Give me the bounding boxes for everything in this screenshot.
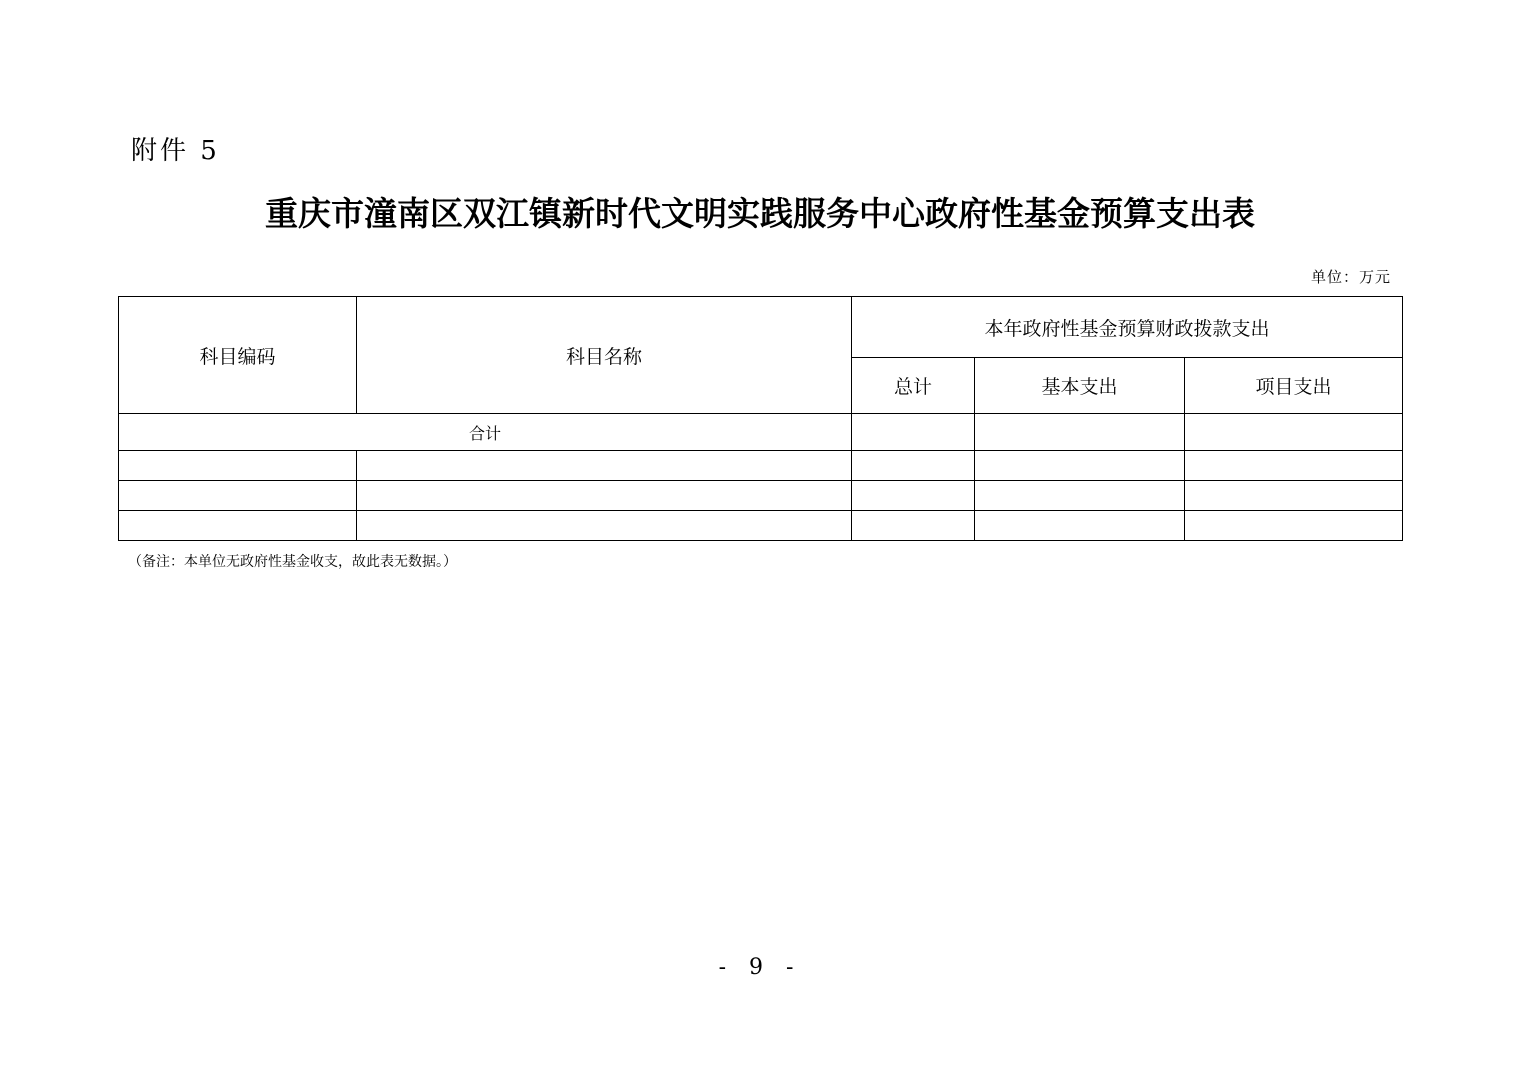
header-name: 科目名称 xyxy=(357,297,852,414)
page-number: - 9 - xyxy=(718,955,802,980)
total-cell-project xyxy=(1185,414,1403,451)
table-header-row xyxy=(119,297,1403,358)
cell-project xyxy=(1185,451,1403,481)
cell-code xyxy=(119,481,357,511)
header-project: 项目支出 xyxy=(1185,358,1403,414)
header-group: 本年政府性基金预算财政拨款支出 xyxy=(852,297,1403,358)
total-cell-total xyxy=(852,414,975,451)
budget-table xyxy=(118,296,1403,541)
cell-total xyxy=(852,481,975,511)
cell-total xyxy=(852,511,975,541)
cell-basic xyxy=(975,511,1185,541)
table-row xyxy=(119,511,1403,541)
attachment-label: 附件 5 xyxy=(131,136,220,166)
header-code: 科目编码 xyxy=(119,297,357,414)
cell-code xyxy=(119,511,357,541)
header-total: 总计 xyxy=(852,358,975,414)
cell-name xyxy=(357,451,852,481)
table-row xyxy=(119,481,1403,511)
cell-code xyxy=(119,451,357,481)
header-basic: 基本支出 xyxy=(975,358,1185,414)
total-row-label: 合计 xyxy=(119,414,852,451)
cell-name xyxy=(357,511,852,541)
cell-project xyxy=(1185,481,1403,511)
document-title: 重庆市潼南区双江镇新时代文明实践服务中心政府性基金预算支出表 xyxy=(265,194,1255,233)
table-row xyxy=(119,451,1403,481)
cell-basic xyxy=(975,481,1185,511)
cell-project xyxy=(1185,511,1403,541)
cell-total xyxy=(852,451,975,481)
total-row xyxy=(119,414,1403,451)
cell-name xyxy=(357,481,852,511)
unit-label: 单位：万元 xyxy=(1310,268,1391,286)
table-note: （备注：本单位无政府性基金收支，故此表无数据。） xyxy=(128,554,457,570)
cell-basic xyxy=(975,451,1185,481)
total-cell-basic xyxy=(975,414,1185,451)
